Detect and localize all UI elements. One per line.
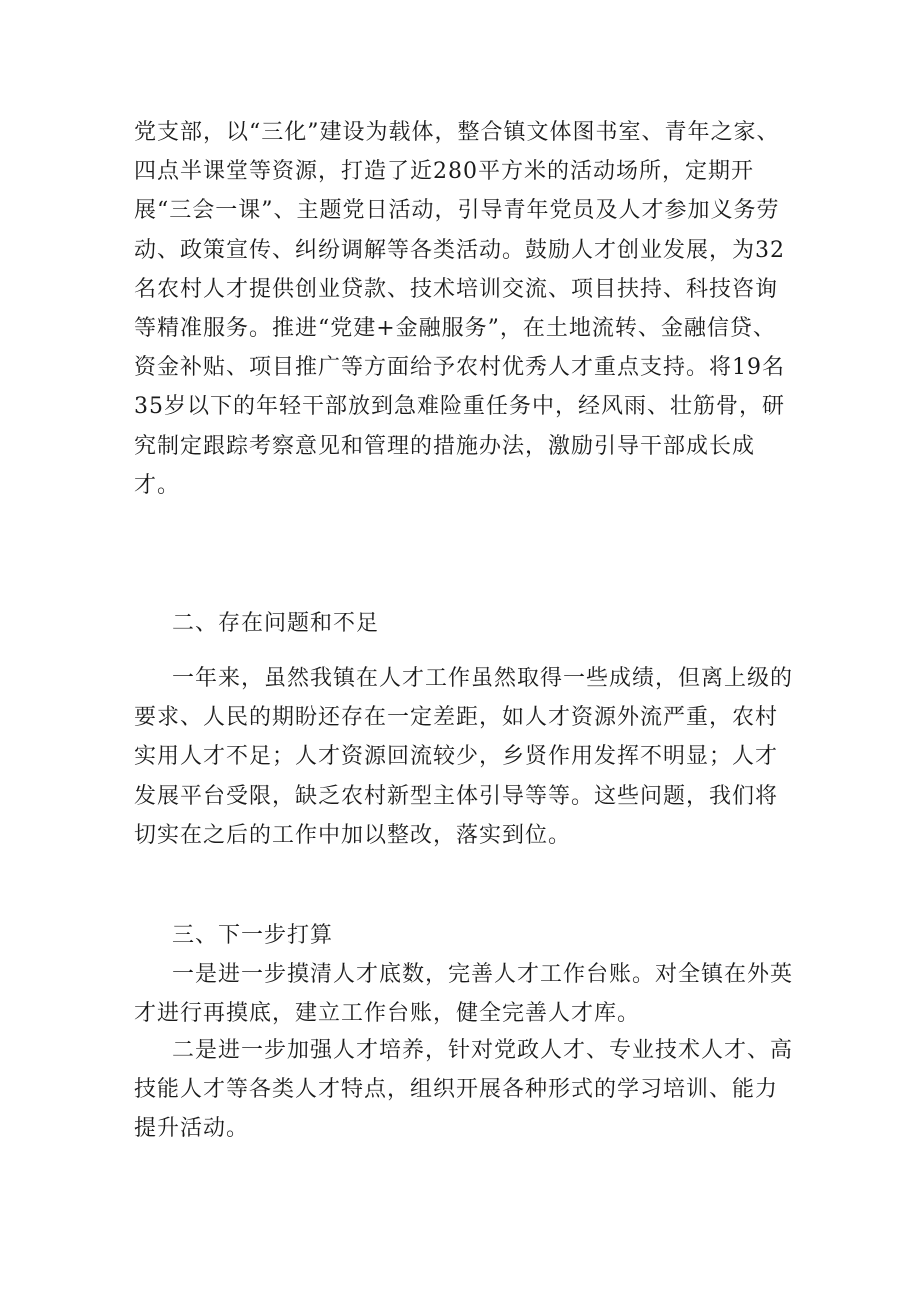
section-heading: 二、存在问题和不足 [172, 611, 380, 636]
body-paragraph: 一是进一步摸清人才底数，完善人才工作台账。对全镇在外英才进行再摸底，建立工作台账，健全完善人才库。 [134, 962, 794, 1027]
section-heading: 三、下一步打算 [172, 923, 334, 948]
body-paragraph: 二是进一步加强人才培养，针对党政人才、专业技术人才、高技能人才等各类人才特点，组织开展各种形式的学习培训、能力提升活动。 [134, 1038, 794, 1142]
body-paragraph: 党支部，以“三化”建设为载体，整合镇文体图书室、青年之家、四点半课堂等资源，打造了近280平方米的活动场所，定期开展“三会一课”、主题党日活动，引导青年党员及人才参加义务劳动、政策宣传、纠纷调解等各类活动。鼓励人才创业发展，为32名农村人才提供创业贷款、技术培训交流、项目扶持、科技咨询等精准服务。推进“党建+金融服务”，在土地流转、金融信贷、资金补贴、项目推广等方面给予农村优秀人才重点支持。将19名35岁以下的年轻干部放到急难险重任务中，经风雨、壮筋骨，研究制定跟踪考察意见和管理的措施办法，激励引导干部成长成才。 [134, 120, 785, 498]
body-paragraph: 一年来，虽然我镇在人才工作虽然取得一些成绩，但离上级的要求、人民的期盼还存在一定差距，如人才资源外流严重，农村实用人才不足；人才资源回流较少，乡贤作用发挥不明显；人才发展平台受限，缺乏农村新型主体引导等等。这些问题，我们将切实在之后的工作中加以整改，落实到位。 [134, 666, 794, 848]
